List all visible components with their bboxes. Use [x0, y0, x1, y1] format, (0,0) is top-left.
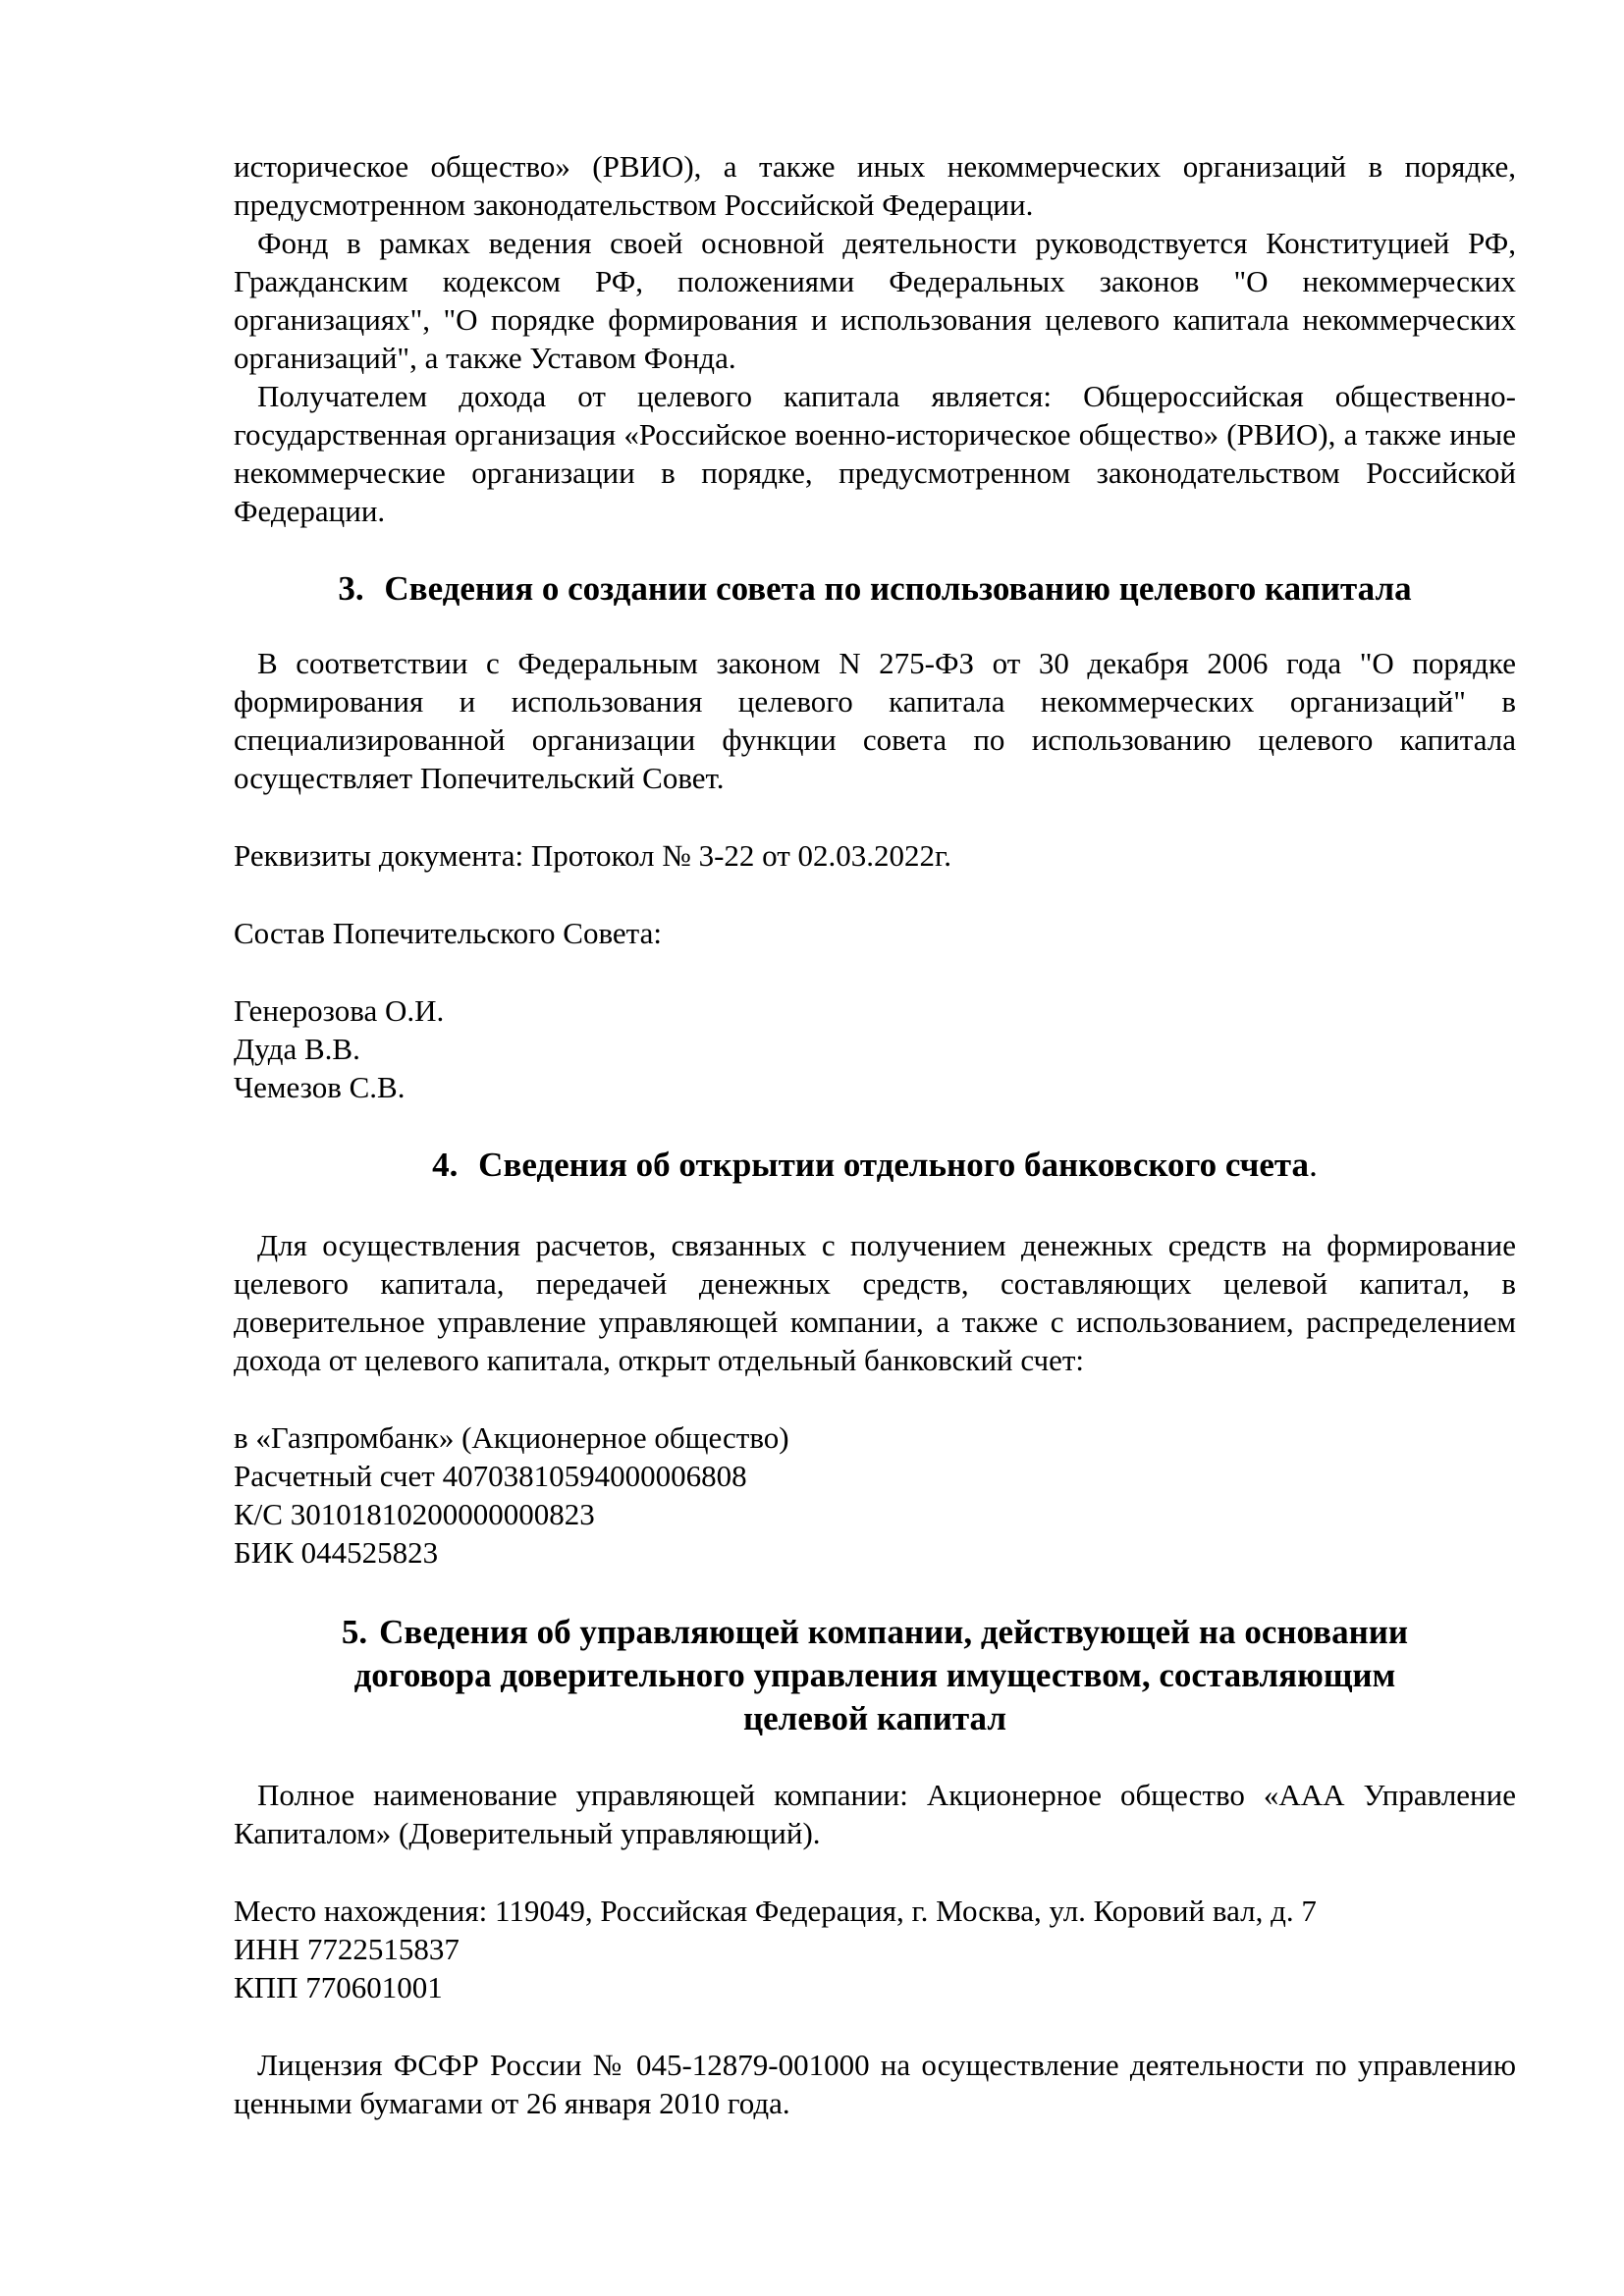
section-5-number: 5. — [341, 1613, 368, 1651]
company-inn: ИНН 7722515837 — [234, 1932, 460, 1966]
section-4-title-suffix: . — [1309, 1146, 1318, 1184]
section-3-number: 3. — [338, 569, 364, 608]
bank-account: Расчетный счет 40703810594000006808 — [234, 1459, 747, 1493]
company-address-details — [234, 1892, 1516, 2006]
section-5-title-line-1 — [234, 1611, 1516, 1654]
section-3-title: Сведения о создании совета по использованию целевого капитала — [384, 569, 1412, 608]
council-member: Генерозова О.И. — [234, 993, 445, 1028]
intro-paragraph-1-line-1: историческое общество» (РВИО), а также иных некоммерческих организаций в порядке, — [234, 149, 1516, 184]
section-3-heading — [234, 567, 1516, 611]
bank-details — [234, 1418, 1516, 1572]
section-5-heading — [234, 1611, 1516, 1740]
section-5-title-line-2: договора доверительного управления имуществом, составляющим — [353, 1656, 1396, 1694]
intro-paragraph-3: Получателем дохода от целевого капитала является: Общероссийская общественно-государственная организация «Российское военно-историческое общество» (РВИО), а также иные некоммерческие организации в порядке, предусмотренном законодательством Российской Федерации. — [234, 379, 1516, 528]
section-4-title: Сведения об открытии отдельного банковского счета — [478, 1146, 1310, 1184]
council-member: Дуда В.В. — [234, 1032, 360, 1066]
company-address: Место нахождения: 119049, Российская Федерация, г. Москва, ул. Коровий вал, д. 7 — [234, 1894, 1317, 1928]
intro-paragraph-1-line-2: предусмотренном законодательством Российской Федерации. — [234, 187, 1034, 222]
intro-paragraph-2: Фонд в рамках ведения своей основной деятельности руководствуется Конституцией РФ, Гражданским кодексом РФ, положениями Федеральных законов "О некоммерческих организациях", "О порядке формирования и использования целевого капитала некоммерческих организаций", а также Уставом Фонда. — [234, 226, 1516, 375]
section-5-title-text-1: Сведения об управляющей компании, действующей на основании — [379, 1613, 1409, 1651]
intro-paragraph-1-tail — [234, 186, 1516, 224]
section-5-license: Лицензия ФСФР России № 045-12879-001000 на осуществление деятельности по управлению ценными бумагами от 26 января 2010 года. — [234, 2048, 1516, 2120]
section-4-heading — [234, 1144, 1516, 1187]
document-page — [234, 147, 1516, 2122]
section-3-paragraph: В соответствии с Федеральным законом N 275-ФЗ от 30 декабря 2006 года "О порядке формирования и использования целевого капитала некоммерческих организаций" в специализированной организации функции совета по использованию целевого капитала осуществляет Попечительский Совет. — [234, 646, 1516, 795]
council-members-list — [234, 991, 1516, 1106]
intro-paragraph-1 — [234, 147, 1516, 186]
company-kpp: КПП 770601001 — [234, 1970, 443, 2004]
section-5-company-name: Полное наименование управляющей компании: Акционерное общество «ААА Управление Капиталом» (Доверительный управляющий). — [234, 1778, 1516, 1850]
section-3-requisites: Реквизиты документа: Протокол № 3-22 от 02.03.2022г. — [234, 838, 952, 873]
bank-name: в «Газпромбанк» (Акционерное общество) — [234, 1420, 789, 1455]
section-4-number: 4. — [432, 1146, 459, 1184]
section-4-paragraph: Для осуществления расчетов, связанных с получением денежных средств на формирование целевого капитала, передачей денежных средств, составляющих целевой капитал, в доверительное управление управляющей компании, а также с использованием, распределением дохода от целевого капитала, открыт отдельный банковский счет: — [234, 1228, 1516, 1377]
section-5-title-line-3: целевой капитал — [742, 1699, 1007, 1737]
section-3-council-label: Состав Попечительского Совета: — [234, 916, 662, 950]
bank-corr-account: К/С 30101810200000000823 — [234, 1497, 595, 1531]
council-member: Чемезов С.В. — [234, 1070, 406, 1104]
bank-bik: БИК 044525823 — [234, 1535, 439, 1570]
